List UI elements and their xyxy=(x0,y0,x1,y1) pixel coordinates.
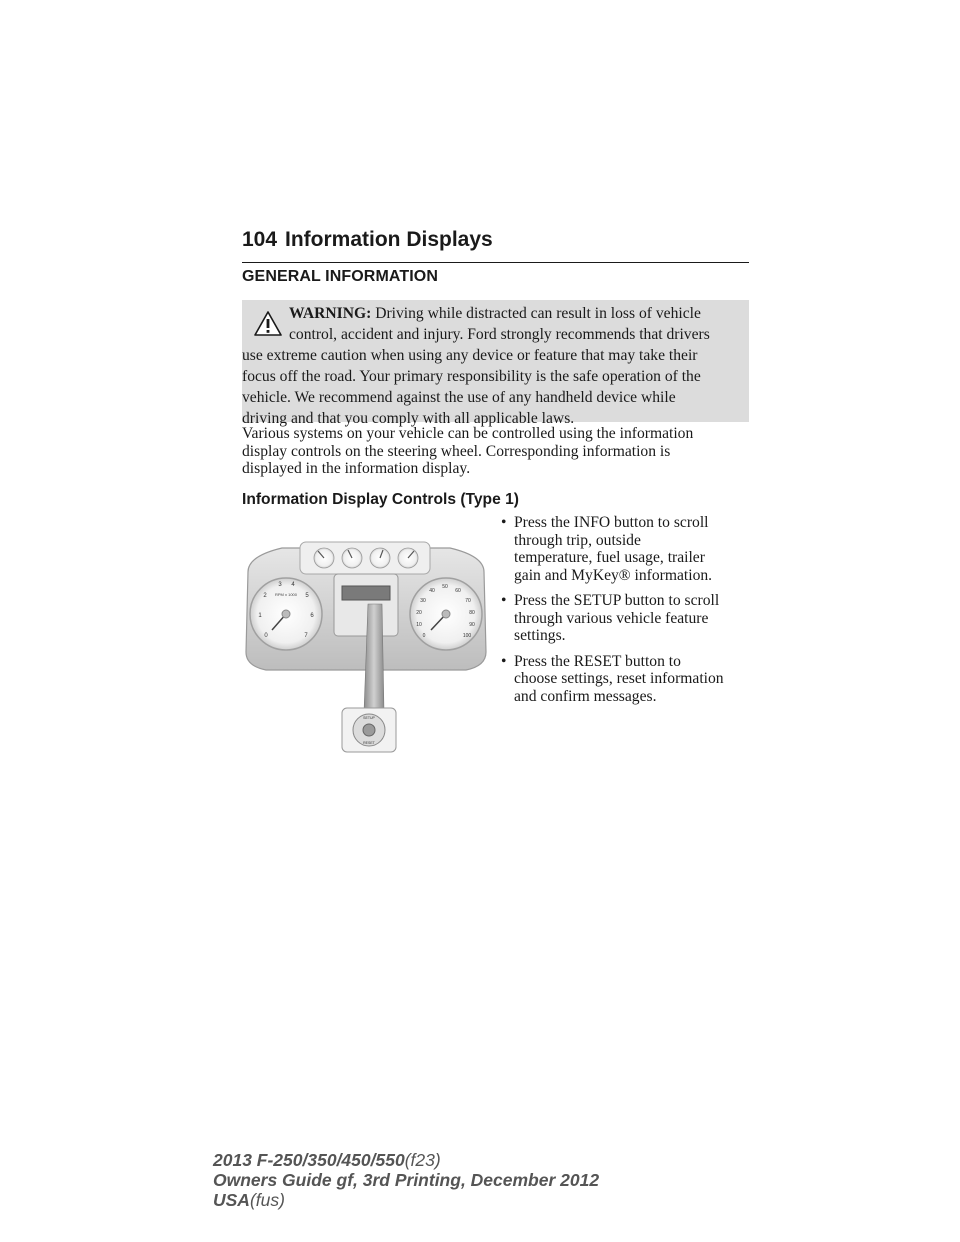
list-item: • Press the SETUP button to scroll through various vehicle feature settings. xyxy=(501,592,720,644)
warning-line-3: use extreme caution when using any device or feature that may take their xyxy=(242,347,698,364)
svg-text:0: 0 xyxy=(264,633,268,639)
svg-text:6: 6 xyxy=(310,613,314,619)
warning-box xyxy=(242,300,749,427)
warning-line-5: vehicle. We recommend against the use of any handheld device while xyxy=(242,389,676,406)
svg-text:4: 4 xyxy=(291,582,295,588)
svg-text:2: 2 xyxy=(263,593,267,599)
footer xyxy=(213,1150,599,1210)
footer-model: 2013 F-250/350/450/550 xyxy=(213,1150,405,1170)
reset-label: RESET xyxy=(363,741,375,745)
footer-market: USA xyxy=(213,1190,250,1210)
svg-text:60: 60 xyxy=(455,588,461,594)
chapter-title: Information Displays xyxy=(285,228,493,251)
warning-line-6: driving and that you comply with all applicable laws. xyxy=(242,410,575,427)
body-line-3: displayed in the information display. xyxy=(242,460,471,477)
svg-text:30: 30 xyxy=(420,598,426,604)
svg-text:1: 1 xyxy=(258,613,262,619)
section-heading: GENERAL INFORMATION xyxy=(242,268,438,285)
svg-text:100: 100 xyxy=(462,633,472,639)
bullet-list xyxy=(497,514,757,713)
body-line-2: display controls on the steering wheel. Corresponding information is xyxy=(242,442,671,460)
bullet-icon: • xyxy=(501,592,507,609)
info-display-screen xyxy=(342,586,390,600)
footer-model-code: (f23) xyxy=(404,1150,441,1170)
svg-text:70: 70 xyxy=(465,598,471,604)
warning-line-2: control, accident and injury. Ford strongly recommends that drivers xyxy=(289,326,710,343)
svg-text:0: 0 xyxy=(422,633,426,639)
info-display-panel xyxy=(334,574,398,636)
setup-label: SETUP xyxy=(363,716,375,720)
svg-text:3: 3 xyxy=(278,582,282,588)
warning-text xyxy=(242,300,742,429)
svg-text:50: 50 xyxy=(442,584,448,590)
warning-line-4: focus off the road. Your primary responsibility is the safe operation of the xyxy=(242,368,701,385)
instrument-cluster-figure xyxy=(242,534,490,756)
page-header xyxy=(242,228,749,263)
warning-line-1: Driving while distracted can result in loss of vehicle xyxy=(375,305,701,322)
svg-text:90: 90 xyxy=(469,622,475,628)
ok-button xyxy=(363,724,375,736)
svg-text:5: 5 xyxy=(305,593,309,599)
tachometer-label: RPM x 1000 xyxy=(274,592,298,597)
svg-text:80: 80 xyxy=(469,610,475,616)
svg-text:20: 20 xyxy=(416,610,422,616)
bullet-icon: • xyxy=(501,514,507,531)
svg-text:40: 40 xyxy=(429,588,435,594)
list-item: • Press the INFO button to scroll through trip, outside temperature, fuel usage, trailer gain and MyKey® information. xyxy=(501,514,713,584)
svg-text:7: 7 xyxy=(304,633,308,639)
footer-guide: Owners Guide gf, 3rd Printing, December 2012 xyxy=(213,1170,600,1190)
bullet-icon: • xyxy=(501,652,507,670)
warning-label: WARNING: xyxy=(289,305,372,322)
footer-market-code: (fus) xyxy=(249,1190,285,1210)
body-paragraph xyxy=(242,425,749,478)
body-line-1: Various systems on your vehicle can be controlled using the information xyxy=(242,425,694,442)
svg-text:10: 10 xyxy=(416,622,422,628)
page-number: 104 xyxy=(242,228,278,251)
subheading: Information Display Controls (Type 1) xyxy=(242,491,519,508)
list-item: • Press the RESET button to choose settings, reset information and confirm messages. xyxy=(501,652,724,705)
